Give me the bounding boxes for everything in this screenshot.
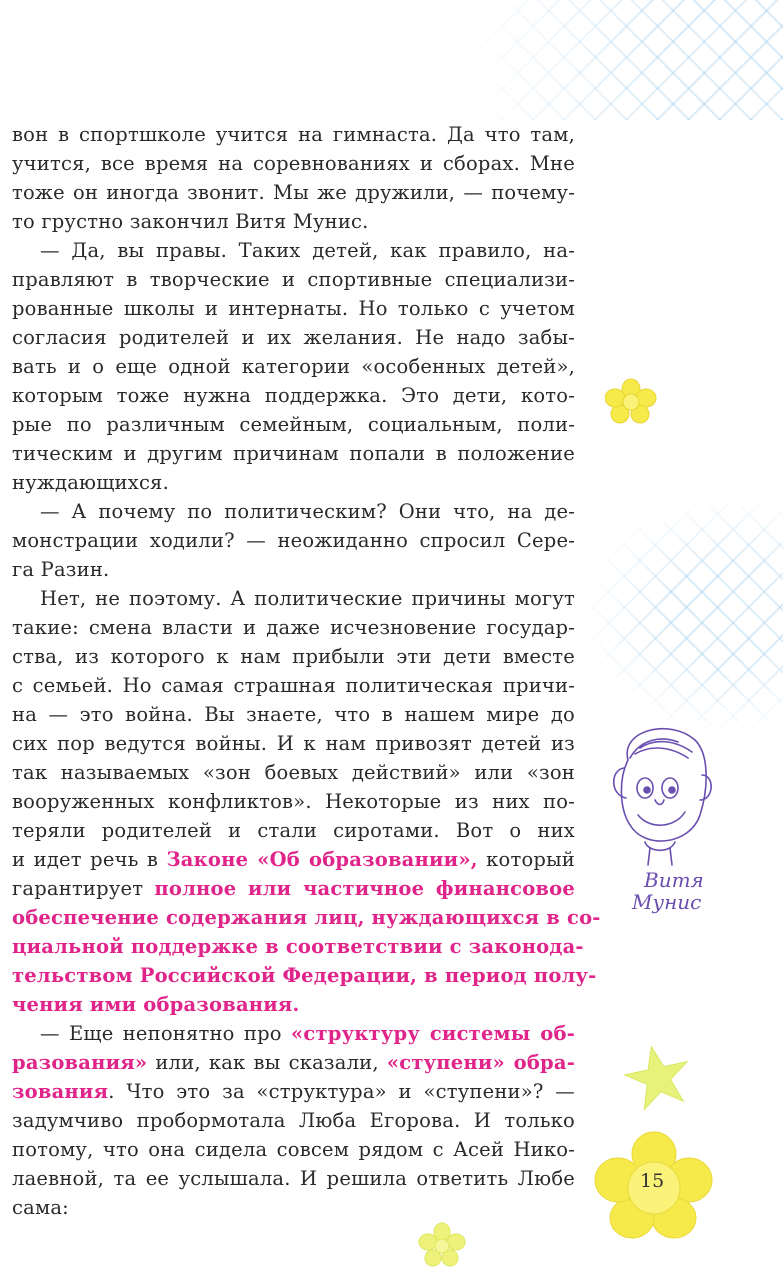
text-line: согласия родителей и их желания. Не надо забы- — [12, 326, 575, 349]
text-line: рые по различным семейным, социальным, поли- — [12, 413, 575, 436]
text-line: то грустно закончил Витя Мунис. — [12, 210, 369, 233]
text-run: который — [477, 848, 575, 871]
text-run: гарантирует — [12, 877, 155, 900]
text-line: на — это война. Вы знаете, что в нашем мире до — [12, 703, 575, 726]
text-line: с семьей. Но самая страшная политическая причи- — [12, 674, 575, 697]
text-run: . Что это за «структура» и «ступени»? — — [108, 1080, 575, 1103]
law-reference: Законе «Об образовании», — [166, 848, 478, 871]
text-line: учится, все время на соревнованиях и сборах. Мне — [12, 152, 575, 175]
highlighted-text: тельством Российской Федерации, в период полу- — [12, 964, 597, 987]
highlighted-term: зования — [12, 1080, 109, 1103]
text-line: лаевной, та ее услышала. И решила ответить Любе — [12, 1167, 575, 1190]
text-line: — А почему по политическим? Они что, на де- — [40, 500, 575, 523]
text-line — [12, 1048, 575, 1077]
text-line: которым тоже нужна поддержка. Это дети, кото- — [12, 384, 575, 407]
highlighted-text: чения ими образования. — [12, 993, 300, 1016]
text-line: сих пор ведутся войны. И к нам привозят детей из — [12, 732, 575, 755]
character-caption — [632, 868, 704, 914]
text-run: или, как вы сказали, — [147, 1051, 387, 1074]
text-line: такие: смена власти и даже исчезновение государ- — [12, 616, 575, 639]
decorative-grid-side — [590, 500, 783, 730]
text-line: так называемых «зон боевых действий» или «зон — [12, 761, 575, 784]
text-line: правляют в творческие и спортивные специализи- — [12, 268, 575, 291]
body-text — [12, 120, 601, 1222]
boy-sketch-icon — [600, 720, 720, 870]
highlighted-term: «структуру системы об- — [290, 1022, 576, 1045]
highlighted-text: циальной поддержке в соответствии с законода- — [12, 935, 584, 958]
highlighted-text: полное или частичное финансовое — [154, 877, 575, 900]
text-line: потому, что она сидела совсем рядом с Асей Нико- — [12, 1138, 575, 1161]
text-line: задумчиво пробормотала Люба Егорова. И только — [12, 1109, 575, 1132]
text-line — [12, 874, 575, 903]
star-icon — [622, 1042, 694, 1114]
text-line: вон в спортшколе учится на гимнаста. Да что там, — [12, 123, 575, 146]
text-run: и идет речь в — [12, 848, 167, 871]
text-line: монстрации ходили? — неожиданно спросил Сере- — [12, 529, 575, 552]
text-line — [12, 1077, 575, 1106]
caption-line: Мунис — [632, 890, 702, 914]
caption-line: Витя — [644, 868, 704, 892]
flower-icon — [418, 1222, 466, 1270]
decorative-grid-top — [470, 0, 783, 120]
text-line: нуждающихся. — [12, 471, 169, 494]
highlighted-text: обеспечение содержания лиц, нуждающихся в со- — [12, 906, 601, 929]
text-run: — Еще непонятно про — [40, 1022, 291, 1045]
text-line: вать и о еще одной категории «особенных детей», — [12, 355, 575, 378]
text-line — [12, 845, 575, 874]
text-line: рованные школы и интернаты. Но только с учетом — [12, 297, 575, 320]
highlighted-term: разования» — [12, 1051, 148, 1074]
text-line: теряли родителей и стали сиротами. Вот о них — [12, 819, 575, 842]
text-line — [12, 1019, 575, 1048]
text-line: га Разин. — [12, 558, 110, 581]
text-line: сама: — [12, 1196, 69, 1219]
text-line: — Да, вы правы. Таких детей, как правило, на- — [40, 239, 575, 262]
text-line: тоже он иногда звонит. Мы же дружили, — почему- — [12, 181, 575, 204]
text-line: тическим и другим причинам попали в положение — [12, 442, 575, 465]
text-line: ства, из которого к нам прибыли эти дети вместе — [12, 645, 575, 668]
text-line: Нет, не поэтому. А политические причины могут — [40, 587, 575, 610]
page-number: 15 — [640, 1170, 665, 1192]
text-line: вооруженных конфликтов». Некоторые из них по- — [12, 790, 575, 813]
flower-icon — [605, 378, 657, 424]
highlighted-term: «ступени» обра- — [386, 1051, 575, 1074]
